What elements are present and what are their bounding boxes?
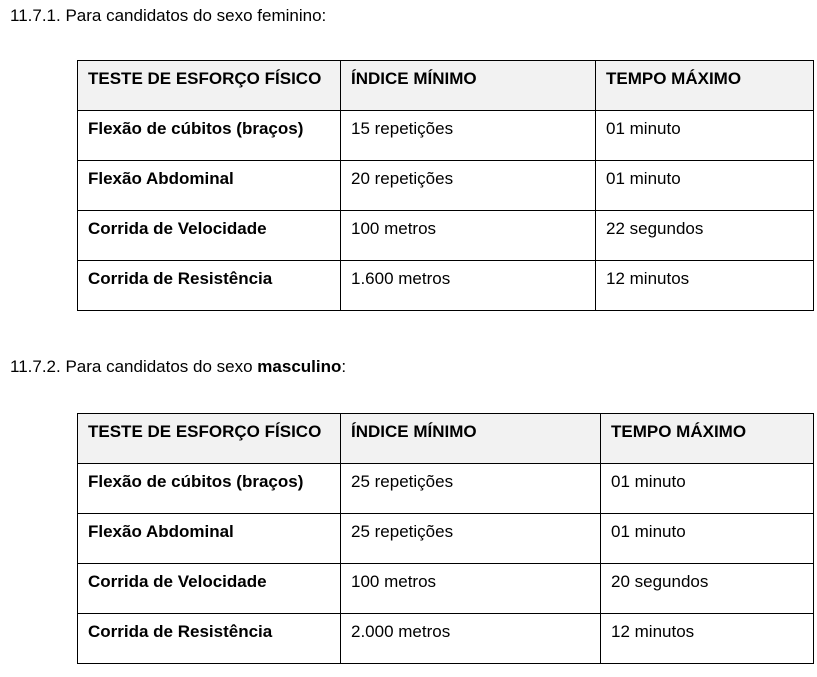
- max-time: 12 minutos: [611, 622, 695, 641]
- max-time-cell: [596, 261, 814, 311]
- minimum-index: 100 metros: [351, 219, 437, 238]
- max-time-cell: [601, 464, 814, 514]
- column-header-max-time-label: TEMPO MÁXIMO: [606, 69, 742, 88]
- column-header-test-label: TESTE DE ESFORÇO FÍSICO: [88, 422, 322, 441]
- minimum-index: 25 repetições: [351, 522, 454, 541]
- minimum-index: 1.600 metros: [351, 269, 451, 288]
- table-row: [78, 614, 814, 664]
- table-row: [78, 464, 814, 514]
- max-time: 20 segundos: [611, 572, 709, 591]
- minimum-index: 2.000 metros: [351, 622, 451, 641]
- minimum-index: 15 repetições: [351, 119, 454, 138]
- section-heading-male-prefix: 11.7.2. Para candidatos do sexo: [10, 357, 258, 376]
- table-row: [78, 211, 814, 261]
- test-name: Corrida de Velocidade: [88, 572, 267, 591]
- max-time: 01 minuto: [611, 522, 686, 541]
- max-time: 12 minutos: [606, 269, 690, 288]
- table-row: [78, 514, 814, 564]
- section-heading-male-suffix: :: [341, 357, 347, 376]
- table-row: [78, 161, 814, 211]
- column-header-max-time: [601, 414, 814, 464]
- minimum-index-cell: [341, 464, 601, 514]
- test-name: Corrida de Resistência: [88, 269, 273, 288]
- female-requirements-table: [77, 60, 814, 311]
- max-time: 01 minuto: [606, 169, 681, 188]
- max-time-cell: [596, 111, 814, 161]
- minimum-index: 100 metros: [351, 572, 437, 591]
- column-header-minimum: [341, 61, 596, 111]
- test-name: Flexão de cúbitos (braços): [88, 119, 304, 138]
- test-name: Flexão Abdominal: [88, 169, 234, 188]
- table-row: [78, 111, 814, 161]
- test-name-cell: [78, 161, 341, 211]
- test-name: Corrida de Resistência: [88, 622, 273, 641]
- max-time-cell: [596, 211, 814, 261]
- test-name-cell: [78, 111, 341, 161]
- test-name: Flexão Abdominal: [88, 522, 234, 541]
- minimum-index: 25 repetições: [351, 472, 454, 491]
- minimum-index: 20 repetições: [351, 169, 454, 188]
- table-row: [78, 261, 814, 311]
- max-time-cell: [596, 161, 814, 211]
- column-header-test-label: TESTE DE ESFORÇO FÍSICO: [88, 69, 322, 88]
- column-header-minimum-label: ÍNDICE MÍNIMO: [351, 69, 477, 88]
- column-header-max-time: [596, 61, 814, 111]
- test-name-cell: [78, 564, 341, 614]
- max-time-cell: [601, 564, 814, 614]
- test-name-cell: [78, 514, 341, 564]
- table-header-row: [78, 61, 814, 111]
- minimum-index-cell: [341, 564, 601, 614]
- section-heading-male: [10, 357, 346, 377]
- max-time-cell: [601, 514, 814, 564]
- test-name-cell: [78, 261, 341, 311]
- column-header-test: [78, 414, 341, 464]
- minimum-index-cell: [341, 514, 601, 564]
- max-time-cell: [601, 614, 814, 664]
- test-name-cell: [78, 614, 341, 664]
- section-heading-female: [10, 6, 326, 26]
- minimum-index-cell: [341, 614, 601, 664]
- test-name-cell: [78, 211, 341, 261]
- column-header-max-time-label: TEMPO MÁXIMO: [611, 422, 747, 441]
- minimum-index-cell: [341, 111, 596, 161]
- max-time: 01 minuto: [606, 119, 681, 138]
- column-header-minimum: [341, 414, 601, 464]
- column-header-test: [78, 61, 341, 111]
- minimum-index-cell: [341, 211, 596, 261]
- table-row: [78, 564, 814, 614]
- minimum-index-cell: [341, 161, 596, 211]
- test-name: Flexão de cúbitos (braços): [88, 472, 304, 491]
- max-time: 22 segundos: [606, 219, 704, 238]
- minimum-index-cell: [341, 261, 596, 311]
- table-header-row: [78, 414, 814, 464]
- column-header-minimum-label: ÍNDICE MÍNIMO: [351, 422, 477, 441]
- test-name: Corrida de Velocidade: [88, 219, 267, 238]
- test-name-cell: [78, 464, 341, 514]
- male-requirements-table: [77, 413, 814, 664]
- section-heading-male-emphasis: masculino: [257, 357, 342, 376]
- max-time: 01 minuto: [611, 472, 686, 491]
- section-heading-female-text: 11.7.1. Para candidatos do sexo feminino:: [10, 6, 327, 25]
